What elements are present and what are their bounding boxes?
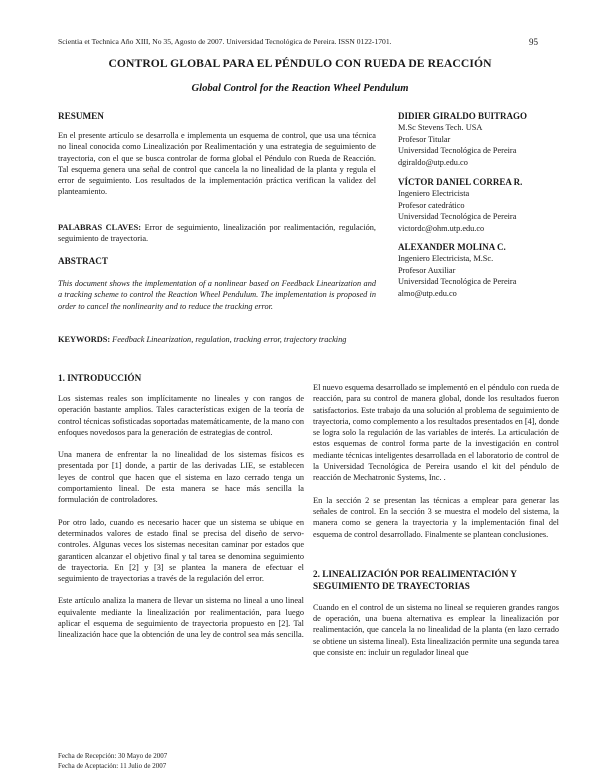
author-email: almo@utp.edu.co <box>398 288 457 298</box>
paper-subtitle: Global Control for the Reaction Wheel Pendulum <box>191 83 409 94</box>
author-line: Profesor Auxiliar <box>398 265 456 275</box>
author-email: dgiraldo@utp.edu.co <box>398 157 468 167</box>
palabras-label: PALABRAS CLAVES: <box>58 223 142 232</box>
author-line: Universidad Tecnológica de Pereira <box>398 212 517 222</box>
resumen-text: En el presente artículo se desarrolla e implementa un esquema de control, que usa una técnica no lineal conocida como Linealización por Realimentación y una estrategia de seguimiento de trayectoria, con el que se busca controlar de forma global el Péndulo con Rueda de Reacción. Tal esquema genera una señal de control que cancela la no linealidad de la planta y regula el error de seguimiento. Los resultados de la implementación práctica verifican la validez del planteamiento. <box>58 131 376 197</box>
running-head: Scientia et Technica Año XIII, No 35, Agosto de 2007. Universidad Tecnológica de Pereira. ISSN 0122-1701. <box>58 37 392 46</box>
section1-paragraph: Una manera de enfrentar la no linealidad de los sistemas físicos es presentada por [1] donde, a partir de las derivadas LIE, se establecen leyes de control que hacen que el sistema en lazo cerrado tenga un comportamiento lineal. De esta manera se hace más sencilla la formulación de controladores. <box>58 450 304 505</box>
abstract-text: This document shows the implementation of a nonlinear based on Feedback Linearization and a tracking scheme to control the Reaction Wheel Pendulum. The implementation is proposed in order to cancel the nonlinearity and to reduce the tracking error. <box>58 279 376 311</box>
column-2-body <box>313 382 559 669</box>
author-line: Ingeniero Electricista, M.Sc. <box>398 254 494 264</box>
section1-paragraph: Los sistemas reales son implícitamente no lineales y con rangos de operación bastante amplios. Tales características exigen de la teoría de control técnicas sofisticadas soportadas matemáticamente, de la mano con enfoques novedosos para la generación de estrategias de control. <box>58 394 304 437</box>
author-line: Profesor catedrático <box>398 200 465 210</box>
section1-heading: 1. INTRODUCCIÓN <box>58 373 142 383</box>
author-line: Profesor Titular <box>398 134 451 144</box>
author-line: Universidad Tecnológica de Pereira <box>398 146 517 156</box>
section2-heading: 2. LINEALIZACIÓN POR REALIMENTACIÓN Y SEGUIMIENTO DE TRAYECTORIAS <box>313 568 517 591</box>
section1-paragraph: Por otro lado, cuando es necesario hacer que un sistema se ubique en determinados valores de estado final se precisa del diseño de servo-controles. Algunas veces los sistemas necesitan caminar por estados que garanticen alcanzar el objetivo final y tal tarea se denomina seguimiento de trayectoria. En [2] y [3] se plantea la manera de efectuar el seguimiento de trayectorias a través de la regulación del error. <box>58 517 304 584</box>
author-name: VÍCTOR DANIEL CORREA R. <box>398 177 523 187</box>
author-line: Universidad Tecnológica de Pereira <box>398 277 517 287</box>
body-paragraph: El nuevo esquema desarrollado se implementó en el péndulo con rueda de reacción, para su control de manera global, donde los resultados fueron satisfactorios. Este trabajo da una solución al problema de seguimiento de trayectoria, como complemento a los resultados presentados en [4], donde se logra solo la regulación de las variables de interés. La articulación de estos esquemas de control forma parte de la investigación en control mediante técnicas inteligentes desarrollada en el laboratorio de control de la Universidad Tecnológica de Pereira usando el kit del péndulo de reacción de Mechatronic Systems, Inc. . <box>313 383 559 483</box>
page-number: 95 <box>529 37 538 47</box>
author-line: M.Sc Stevens Tech. USA <box>398 123 483 133</box>
section1-paragraph: Este artículo analiza la manera de llevar un sistema no lineal a uno lineal equivalente mediante la linealización por realimentación, para luego aplicar el esquema de seguimiento de trayectoria propuesto en [2]. Tal linealización hace que la obtención de una ley de control sea más sencilla. <box>58 596 304 640</box>
paper-title: CONTROL GLOBAL PARA EL PÉNDULO CON RUEDA DE REACCIÓN <box>108 57 492 70</box>
author-line: Ingeniero Electricista <box>398 189 470 199</box>
keywords-text: Feedback Linearization, regulation, tracking error, trajectory tracking <box>112 335 347 344</box>
author-2 <box>398 177 568 234</box>
abstract-heading: ABSTRACT <box>58 256 109 266</box>
received-date: Fecha de Recepción: 30 Mayo de 2007 <box>58 752 168 760</box>
keywords <box>58 334 376 345</box>
author-name: DIDIER GIRALDO BUITRAGO <box>398 111 528 121</box>
palabras-claves <box>58 222 376 245</box>
author-email: victordc@ohm.utp.edu.co <box>398 223 485 233</box>
section2-paragraph: Cuando en el control de un sistema no lineal se requieren grandes rangos de operación, una buena alternativa es emplear la linealización por realimentación, que cancela la no linealidad de la planta (en lazo cerrado se obtiene un sistema lineal). Esta linealización permite una segunda tarea que consiste en: incluir un regulador lineal que <box>313 602 559 658</box>
author-1 <box>398 111 568 168</box>
section1-body <box>58 393 304 652</box>
keywords-label: KEYWORDS: <box>58 335 111 344</box>
accepted-date: Fecha de Aceptación: 11 Julio de 2007 <box>58 761 167 770</box>
author-3 <box>398 242 568 299</box>
author-name: ALEXANDER MOLINA C. <box>398 242 506 252</box>
palabras-text: Error de seguimiento, linealización por realimentación, regulación, seguimiento de trayectoria. <box>58 223 377 244</box>
footer-dates <box>58 752 167 771</box>
body-paragraph: En la sección 2 se presentan las técnicas a emplear para generar las señales de control. En la sección 3 se muestra el modelo del sistema, la manera como se genera la trayectoria y la implementación final del esquema de control desarrollado. Finalmente se plantean conclusiones. <box>313 495 559 539</box>
resumen-heading: RESUMEN <box>58 111 104 121</box>
